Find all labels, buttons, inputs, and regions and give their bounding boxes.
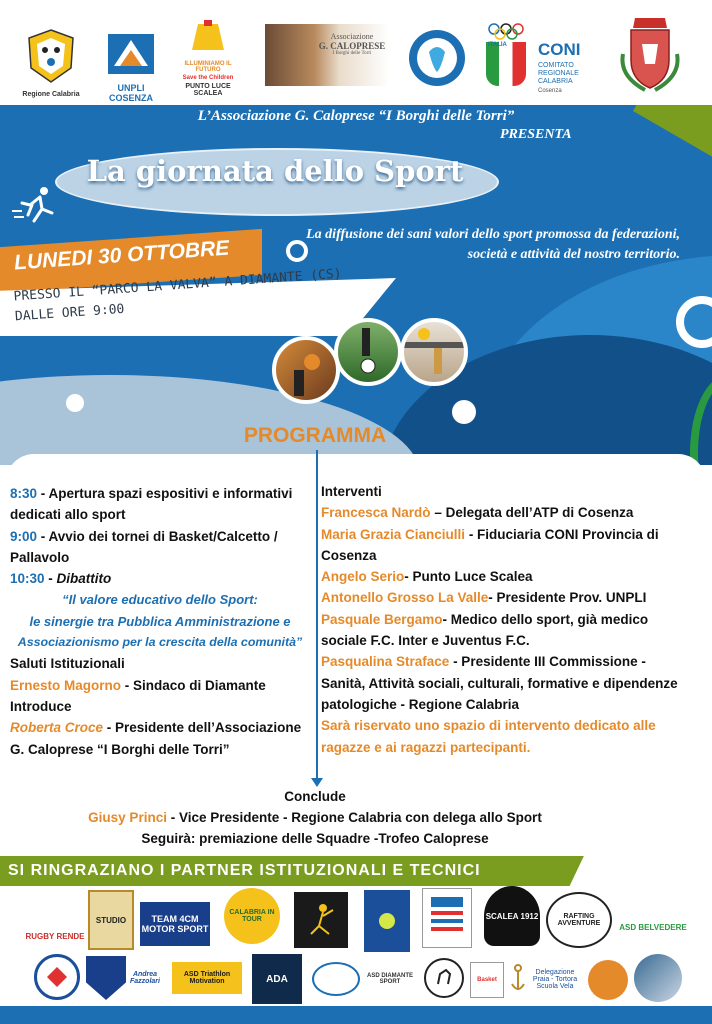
speaker-magorno-role: - Sindaco di Diamante <box>121 677 266 693</box>
small-ring <box>286 240 308 262</box>
time-1030: 10:30 <box>10 571 45 587</box>
caloprese-line1: Associazione <box>330 32 374 41</box>
speaker-role: - Presidente Prov. UNPLI <box>488 590 647 606</box>
fazzolari-text: Andrea Fazzolari <box>130 971 160 985</box>
diamante-sport-logo: ASD DIAMANTE SPORT <box>367 973 413 985</box>
wave-shape-light <box>0 375 420 465</box>
speaker-role: – Delegata dell’ATP di Cosenza <box>430 505 634 521</box>
interventi-label: Interventi <box>321 484 382 499</box>
punto-luce-caption: PUNTO LUCE SCALEA <box>185 83 231 97</box>
dance-logo <box>294 892 348 948</box>
delegazione-praia-logo: Delegazione Praia - Tortora Scuola Vela <box>532 968 578 990</box>
time-830: 8:30 <box>10 486 38 501</box>
footer-band <box>0 1006 712 1024</box>
round-badge-logo <box>312 962 360 996</box>
coni-text: CONI <box>538 40 581 59</box>
volleyball-photo <box>400 318 468 386</box>
activity-900: - Avvio dei tornei di Basket/Calcetto / Pallavolo <box>10 528 278 565</box>
header-logos <box>0 0 712 105</box>
debate-quote-line3: Associazionismo per la crescita della comunità” <box>17 635 303 650</box>
association-line: L’Associazione G. Caloprese “I Borghi delle Torri” <box>197 108 515 124</box>
program-right-column <box>321 481 689 758</box>
partners-heading: SI RINGRAZIANO I PARTNER ISTITUZIONALI E TECNICI <box>8 862 481 879</box>
coni-city: Cosenza <box>538 88 562 94</box>
event-date: LUNEDI 30 OTTOBRE <box>13 236 230 275</box>
triathlon-motivation-logo: ASD Triathlon Motivation <box>172 962 242 994</box>
programma-heading: PROGRAMMA <box>243 424 387 447</box>
rafting-avventure-logo: RAFTING AVVENTURE <box>546 892 612 948</box>
runner-icon <box>12 185 58 232</box>
speaker-name: Francesca Nardò <box>321 505 431 521</box>
speaker-croce: Roberta Croce <box>10 720 104 736</box>
white-dot <box>452 400 476 424</box>
speaker-role: - Medico dello sport, già medico sociale F.C. Inter e Juventus F.C. <box>321 611 649 649</box>
speaker-name: Antonello Grosso La Valle <box>321 590 489 606</box>
telediamante-logo <box>406 28 468 93</box>
speaker-princi-role: - Vice Presidente - Regione Calabria con delega allo Sport <box>166 810 542 825</box>
punto-luce-logo <box>172 20 244 97</box>
time-900: 9:00 <box>10 528 38 544</box>
tennis-poster-logo <box>364 890 410 952</box>
regione-calabria-caption: Regione Calabria <box>22 91 80 98</box>
event-place: PRESSO IL “PARCO LA VALVA” A DIAMANTE (CS) <box>13 266 343 305</box>
regione-calabria-logo <box>22 28 80 98</box>
speaker-name: Pasqualina Straface <box>321 654 450 670</box>
coni-sub: COMITATO REGIONALE CALABRIA <box>538 62 579 85</box>
studio-logo: STUDIO <box>88 890 134 950</box>
poster-logo <box>422 888 472 948</box>
speaker-croce-role: - Presidente dell’Associazione G. Caloprese “I Borghi delle Torri” <box>10 720 302 757</box>
basket-logo: Basket <box>470 962 504 998</box>
anchor-icon <box>510 962 526 996</box>
award-line: Seguirà: premiazione delle Squadre -Trofeo Caloprese <box>141 831 489 846</box>
rugby-rende-logo: RUGBY RENDE <box>25 931 85 941</box>
speaker-name: Pasquale Bergamo <box>321 611 443 627</box>
activity-1030: Dibattito <box>56 571 112 587</box>
horse-logo <box>424 958 464 998</box>
punto-luce-line1: ILLUMINIAMO IL FUTURO <box>184 61 232 73</box>
coni-logo <box>486 22 598 96</box>
presenta-label: PRESENTA <box>500 127 572 142</box>
speaker-magorno: Ernesto Magorno <box>10 677 122 693</box>
basket-photo <box>272 336 340 404</box>
asd-belvedere-logo: ASD BELVEDERE <box>619 922 687 932</box>
conclude-block <box>0 786 630 849</box>
orange-badge-logo <box>588 960 628 1000</box>
unpli-caption: UNPLI COSENZA <box>108 83 153 103</box>
diamante-coat-of-arms <box>614 14 686 99</box>
calabria-in-tour-logo: CALABRIA IN TOUR <box>224 888 280 944</box>
participants-note: Sarà riservato uno spazio di intervento dedicato alle ragazze e ai ragazzi partecipanti. <box>321 718 656 755</box>
speaker-name: Angelo Serio <box>321 569 405 585</box>
italy-shield-icon <box>486 42 526 86</box>
punto-luce-line2: Save the Children <box>182 75 234 81</box>
caloprese-line3: I Borghi delle Torri <box>332 51 372 56</box>
speaker-role: - Fiduciaria CONI Provincia di Cosenza <box>321 526 659 563</box>
event-description: La diffusione dei sani valori dello sport promossa da federazioni, società e attività del nostro territorio. <box>306 227 680 262</box>
activity-830: - Apertura spazi espositivi e informativi dedicati allo sport <box>10 486 293 523</box>
speaker-princi: Giusy Princi <box>88 810 167 825</box>
introduce-label: Introduce <box>10 698 72 714</box>
unpli-cosenza-logo <box>104 32 158 103</box>
debate-quote-line2: le sinergie tra Pubblica Amministrazione e <box>29 613 291 629</box>
coni-italia: ITALIA <box>488 42 507 48</box>
photo-badge-logo <box>634 954 682 1002</box>
debate-quote-line1: “Il valore educativo dello Sport: <box>62 592 258 608</box>
fazzolari-shield-logo <box>86 956 126 1000</box>
caloprese-line2: G. CALOPRESE <box>318 41 386 51</box>
team-4cm-logo: TEAM 4CM MOTOR SPORT <box>140 902 210 946</box>
speaker-role: - Presidente III Commissione - Sanità, Attività sociali, culturali, formative e dipendenze patologiche - Regione Calabria <box>321 654 678 712</box>
scalea-1912-logo: SCALEA 1912 <box>484 886 540 946</box>
club-badge-logo <box>34 954 80 1000</box>
conclude-label: Conclude <box>284 789 346 804</box>
saluti-label: Saluti Istituzionali <box>10 656 125 672</box>
ada-logo: ADA <box>252 954 302 1004</box>
speaker-name: Maria Grazia Cianciulli <box>321 526 466 542</box>
speaker-role: - Punto Luce Scalea <box>404 569 533 585</box>
event-title: La giornata dello Sport <box>86 154 464 188</box>
football-photo <box>334 318 402 386</box>
white-dot-left <box>66 394 84 412</box>
associazione-caloprese-logo <box>265 24 389 86</box>
program-left-column: 8:30 - Apertura spazi espositivi e informativi dedicati allo sport 9:00 - Avvio dei tornei di Basket/Calcetto / Pallavolo 10:30 - Dibattito “Il valore educativo dello Sport: le sinergie tra Pubblica Amministrazione e Associazionismo per la crescita della comunità” Saluti Istituzionali Ernesto Magorno - Sindaco di Diamante Introduce Roberta Croce - Presidente dell’Associazione G. Caloprese “I Borghi delle Torri” <box>10 483 310 760</box>
timeline-line <box>316 450 318 780</box>
event-time: DALLE ORE 9:00 <box>14 301 125 325</box>
